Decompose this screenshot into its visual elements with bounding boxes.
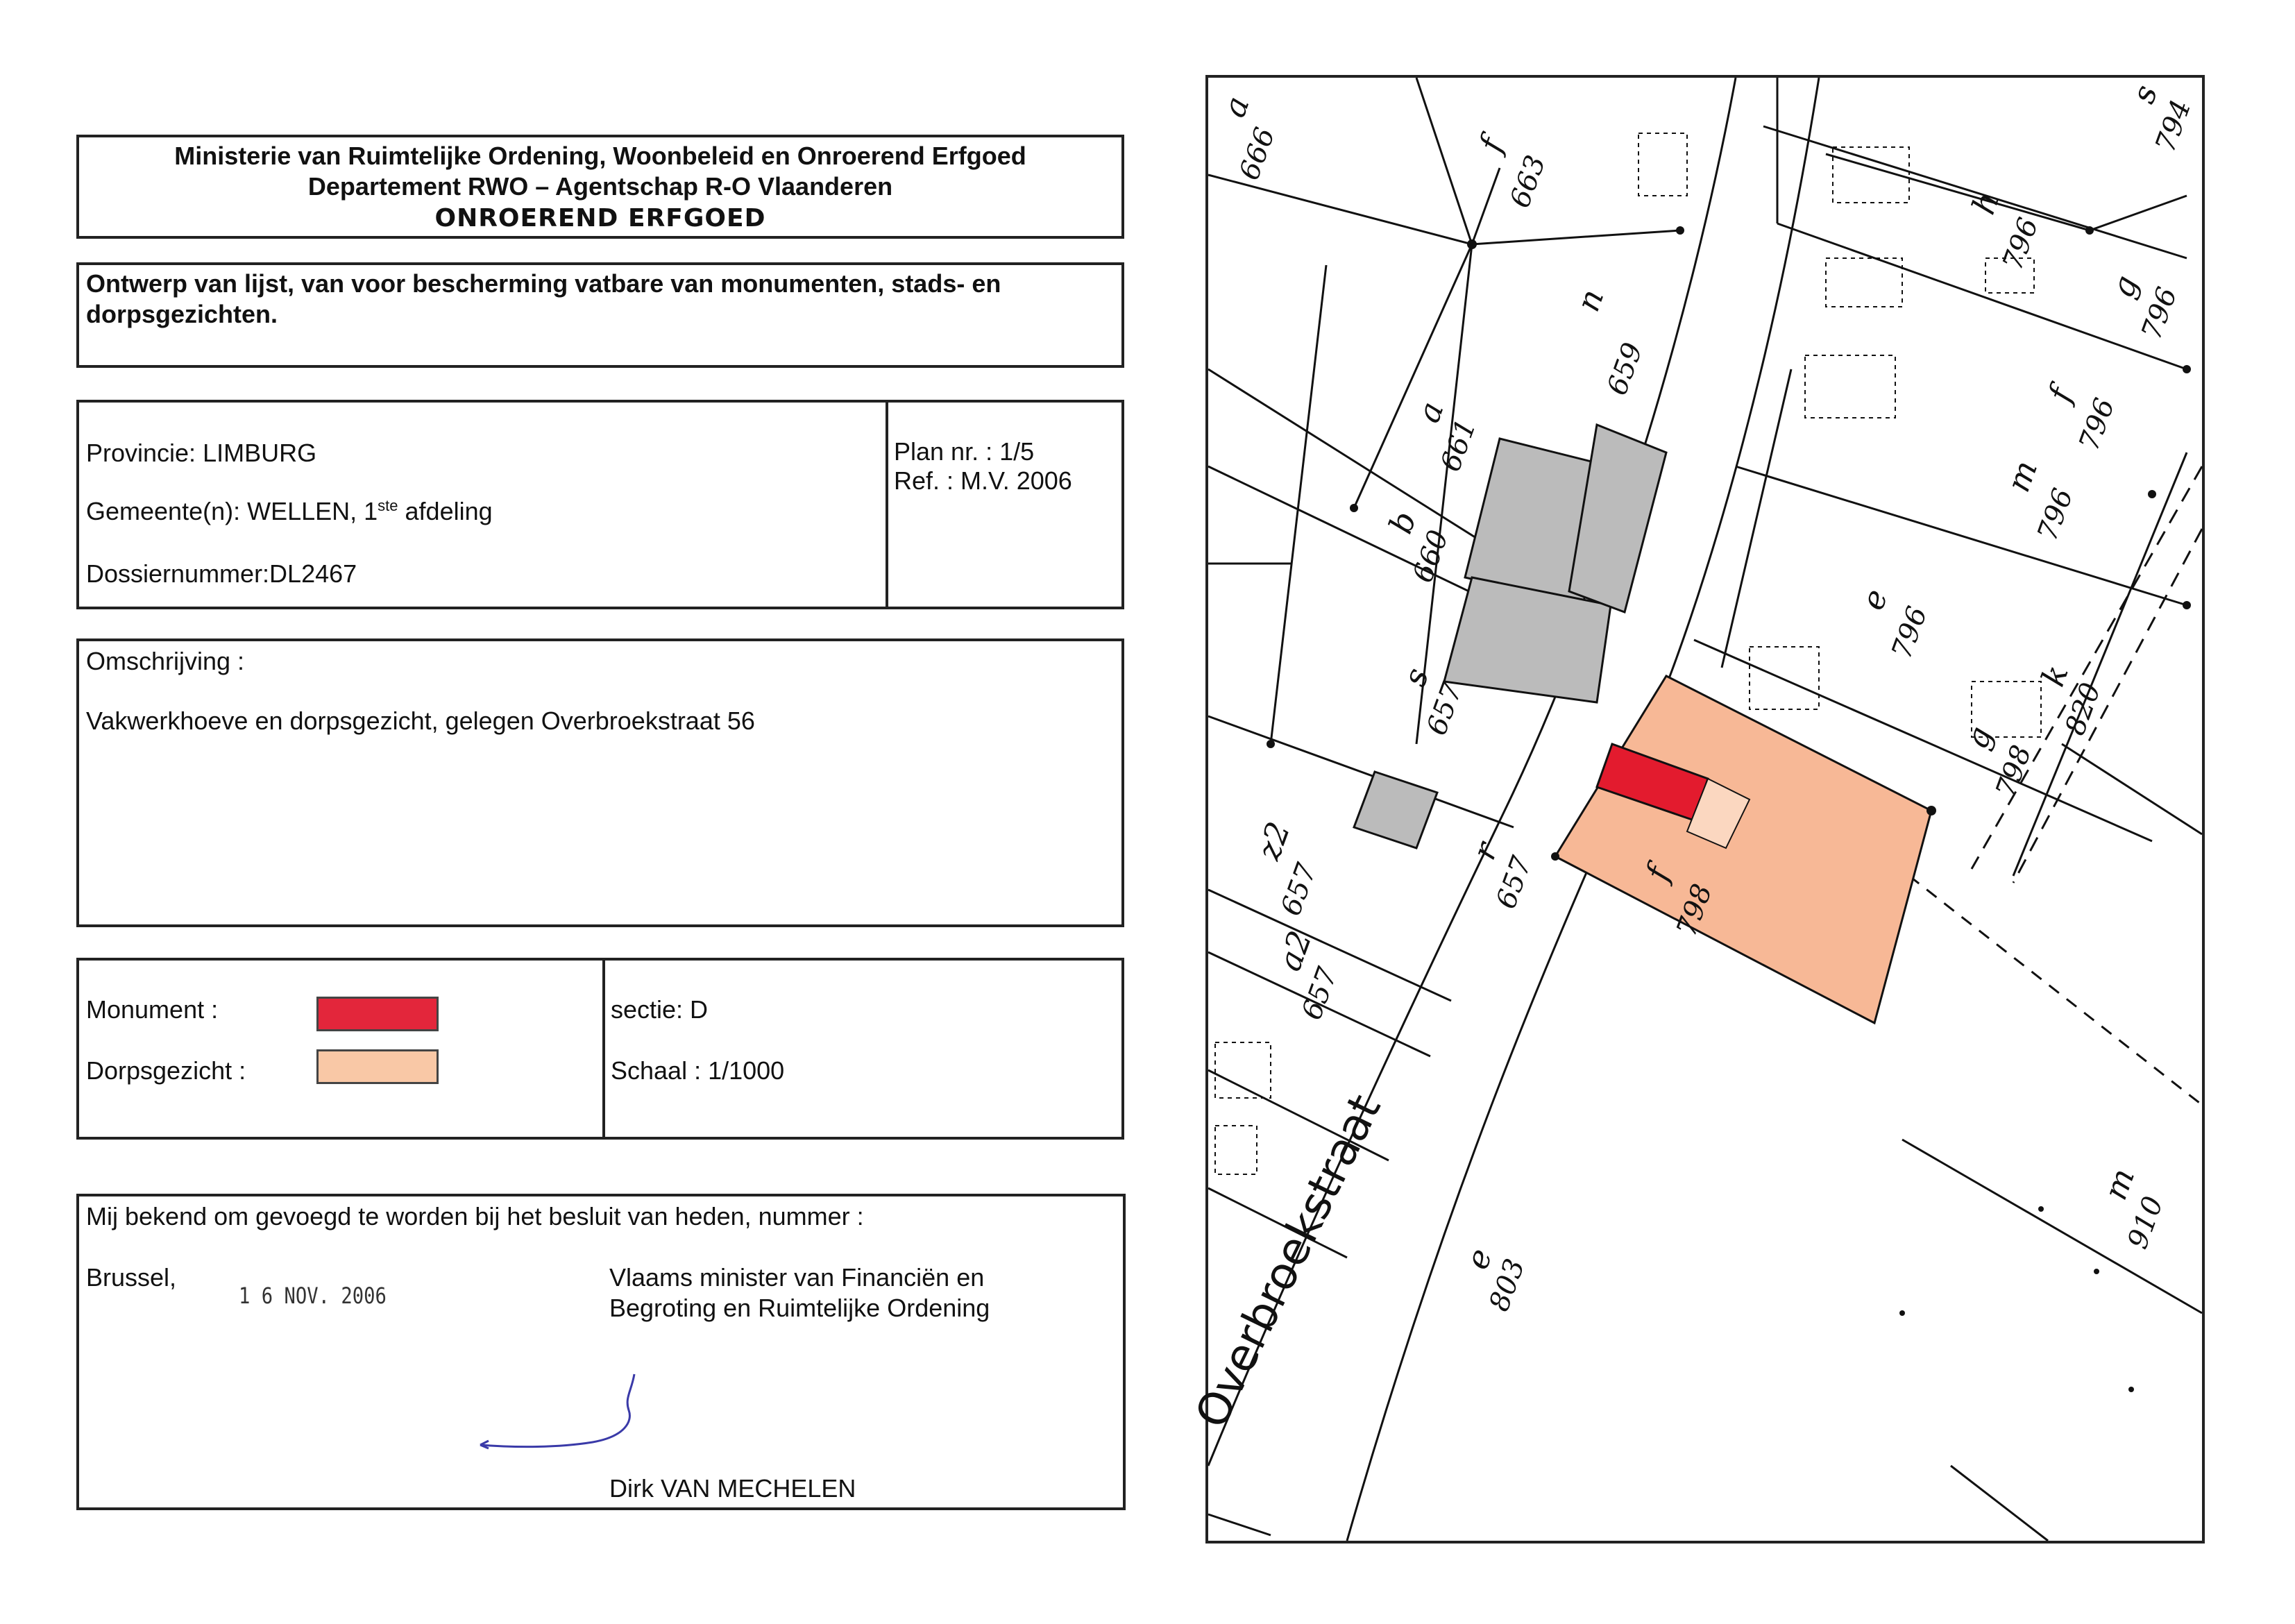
reference: Ref. : M.V. 2006 — [894, 466, 1072, 495]
parcel-letter: m — [1999, 455, 2045, 497]
provincie-text: Provincie: LIMBURG — [86, 439, 317, 467]
statement-text: Mij bekend om gevoegd te worden bij het besluit van heden, nummer : — [86, 1202, 864, 1230]
parcel-number: 798 — [1670, 879, 1719, 941]
monument-swatch — [316, 997, 439, 1031]
dossiernummer-text: Dossiernummer:DL2467 — [86, 559, 357, 588]
ministry-name: Ministerie van Ruimtelijke Ordening, Woonbeleid en Onroerend Erfgoed — [174, 142, 1026, 170]
monument-label: Monument : — [86, 995, 219, 1024]
info-divider — [886, 403, 888, 607]
description-text: Vakwerkhoeve en dorpsgezicht, gelegen Overbroekstraat 56 — [86, 707, 755, 735]
document-title-line2: dorpsgezichten. — [86, 300, 278, 328]
parcel-number: 796 — [2031, 484, 2080, 545]
signature-box — [76, 1194, 1126, 1510]
street-name-label: Overbroekstraat — [1185, 1087, 1391, 1437]
parcel-number: 660 — [1407, 525, 1455, 587]
dorpsgezicht-label: Dorpsgezicht : — [86, 1056, 246, 1085]
parcel-letter: e — [1853, 584, 1895, 615]
parcel-number: 794 — [2149, 95, 2198, 157]
department-name: Departement RWO – Agentschap R-O Vlaanderen — [307, 172, 893, 201]
minister-title-line1: Vlaams minister van Financiën en — [609, 1263, 985, 1292]
document-title-box — [76, 262, 1124, 368]
parcel-letter: m — [2096, 1163, 2142, 1205]
parcel-number: 666 — [1233, 123, 1282, 185]
parcel-number: 657 — [1275, 858, 1323, 920]
document-title-line1: Ontwerp van lijst, van voor bescherming vatbare van monumenten, stads- en — [86, 269, 1001, 298]
dorpsgezicht-area — [1555, 676, 1931, 1023]
gemeente-prefix: Gemeente(n): WELLEN, 1 — [86, 497, 378, 525]
parcel-letter: n — [1568, 284, 1611, 316]
parcel-letter: a — [1409, 396, 1451, 428]
description-label: Omschrijving : — [86, 647, 245, 675]
parcel-number: 663 — [1504, 151, 1552, 212]
parcel-letter: e — [1457, 1243, 1500, 1274]
parcel-letter: b — [1381, 506, 1424, 539]
agency-name: ONROEREND ERFGOED — [434, 204, 766, 232]
dossier-info-box — [76, 400, 1124, 609]
ministry-header — [76, 135, 1124, 239]
dorpsgezicht-swatch — [316, 1049, 439, 1084]
minister-name: Dirk VAN MECHELEN — [609, 1474, 856, 1503]
parcel-letter: r — [1464, 837, 1505, 865]
parcel-letter: z2 — [1249, 817, 1298, 865]
gemeente-suffix: afdeling — [398, 497, 493, 525]
date-stamp: 1 6 NOV. 2006 — [239, 1283, 387, 1309]
parcel-number: 803 — [1483, 1254, 1532, 1316]
parcel-number: 796 — [2135, 282, 2184, 344]
legend-box — [76, 958, 1124, 1140]
parcel-letter: s — [1395, 663, 1437, 691]
parcel-number: 820 — [2059, 678, 2108, 740]
parcel-letter: g — [2103, 270, 2146, 303]
minister-title-line2: Begroting en Ruimtelijke Ordening — [609, 1294, 990, 1322]
parcel-number: 796 — [1997, 213, 2045, 275]
plan-number: Plan nr. : 1/5 — [894, 437, 1035, 466]
sectie-text: sectie: D — [611, 995, 709, 1024]
cadastral-map-drawing — [1185, 78, 2202, 1541]
parcel-letter: s — [2124, 80, 2165, 108]
description-box — [76, 638, 1124, 927]
parcel-letter: f — [2040, 382, 2081, 407]
parcel-number: 657 — [1296, 963, 1344, 1024]
parcel-letter: k — [2033, 660, 2076, 691]
parcel-number: 796 — [2073, 394, 2122, 455]
legend-divider — [602, 961, 605, 1137]
schaal-text: Schaal : 1/1000 — [611, 1056, 785, 1085]
parcel-number: 798 — [1990, 741, 2038, 802]
parcel-number: 659 — [1601, 338, 1650, 400]
place-text: Brussel, — [86, 1263, 177, 1292]
parcel-number: 796 — [1886, 602, 1934, 663]
cadastral-map — [1185, 75, 2205, 1543]
parcel-letter: h — [1964, 187, 2007, 219]
parcel-number: 910 — [2122, 1192, 2170, 1253]
parcel-number: 657 — [1421, 678, 1469, 740]
gemeente-text — [86, 497, 493, 526]
parcel-number: 661 — [1434, 414, 1483, 476]
parcel-number: 657 — [1490, 852, 1539, 913]
parcel-letter: f — [1638, 861, 1678, 886]
parcel-letter: f — [1471, 133, 1511, 157]
parcel-letter: a2 — [1270, 926, 1319, 976]
parcel-letter: a — [1214, 91, 1257, 122]
gemeente-superscript: ste — [378, 497, 398, 514]
parcel-letter: g — [1957, 721, 2000, 754]
